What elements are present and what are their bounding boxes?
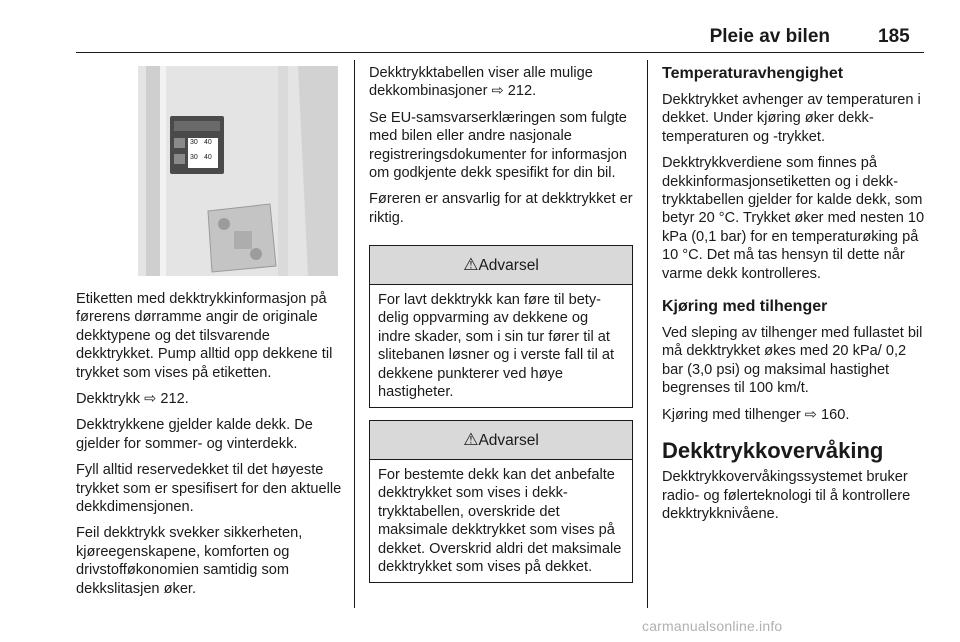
middle-column [369,64,633,235]
warning-icon: ⚠ [463,255,479,274]
warning-text: For bestemte dekk kan det anbefalte dekktrykket som vises i dekktrykktabellen, overskride det maksimale dekktrykket som vises på dekket. Overskrid aldri det maksimale dekktrykket som vises på dekket. [378,467,622,576]
section-heading: Temperaturavhengighet [662,65,844,82]
paragraph: Se EU-samsvarserklæringen som fulgte med bilen eller andre nasjonale registreringsdokumenter for informasjon om godkjente dekk spesifikt for din bil. [369,109,627,182]
warning-icon: ⚠ [463,430,479,449]
paragraph: Dekktrykkverdiene som finnes på dekkinformasjonsetiketten og i dekktrykktabellen gjelder for kalde dekk, som betyr 20 °C. Trykket øker med nesten 10 kPa (0,1 bar) for en temperaturøking på 10 °C. Det må tas hensyn til dette når varme dekk kontrolleres. [662,155,925,282]
warning-title: Advarsel [478,257,539,274]
tire-label-illustration [138,66,338,276]
column-divider-right [647,60,648,608]
paragraph: Dekktrykkovervåkingssystemet bruker radio- og følerteknologi til å kontrollere dekktrykknivåene. [662,469,911,522]
left-column [76,290,342,606]
paragraph: Dekktrykket avhenger av temperaturen i dekket. Under kjøring øker dekktemperaturen og -trykket. [662,92,921,145]
label-value: 40 [204,154,212,161]
paragraph: Føreren er ansvarlig for at dekktrykket er riktig. [369,191,633,226]
figure-caption: Etiketten med dekktrykkinformasjon på førerens dørramme angir de originale dekktypene og det tilsvarende dekktrykket. Pump alltid opp dekkene til trykket som vises på etiketten. [76,291,333,381]
paragraph: Ved sleping av tilhenger med fullastet bil må dekktrykket økes med 20 kPa/ 0,2 bar (3,0 psi) og maksimal hastighet begrenses til 100 km/t. [662,325,923,397]
page-number: 185 [878,26,910,47]
warning-box-2 [369,420,633,583]
paragraph: Dekktrykktabellen viser alle mulige dekkombinasjoner ⇨ 212. [369,65,593,100]
right-column [662,64,926,531]
label-value: 40 [204,139,212,146]
watermark: carmanualsonline.info [642,618,783,634]
chapter-heading: Dekktrykkovervåking [662,438,884,464]
warning-text: For lavt dekktrykk kan føre til betydelig oppvarming av dekkene og indre skader, som i sin tur fører til at slitebanen løsner og i verste fall til at dekkene punkterer ved høye hastigheter. [378,292,615,401]
header-rule [76,52,924,53]
label-value: 30 [190,154,198,161]
paragraph: Kjøring med tilhenger ⇨ 160. [662,406,850,423]
section-heading: Kjøring med tilhenger [662,298,828,316]
warning-header [370,246,632,285]
page-header-title: Pleie av bilen [709,26,830,47]
door-frame-drawing [138,66,338,276]
warning-box-1 [369,245,633,408]
paragraph: Fyll alltid reservedekket til det høyeste trykket som er spesifisert for den aktuelle dekkdimensjonen. [76,462,342,516]
warning-header [370,421,632,460]
paragraph: Dekktrykkene gjelder kalde dekk. De gjelder for sommer- og vinterdekk. [76,417,313,452]
paragraph: Dekktrykk ⇨ 212. [76,391,189,408]
paragraph: Feil dekktrykk svekker sikkerheten, kjøreegenskapene, komforten og drivstofføkonomien samtidig som dekkslitasjen øker. [76,525,303,597]
label-value: 30 [190,139,198,146]
column-divider-left [354,60,355,608]
warning-title: Advarsel [478,432,539,449]
